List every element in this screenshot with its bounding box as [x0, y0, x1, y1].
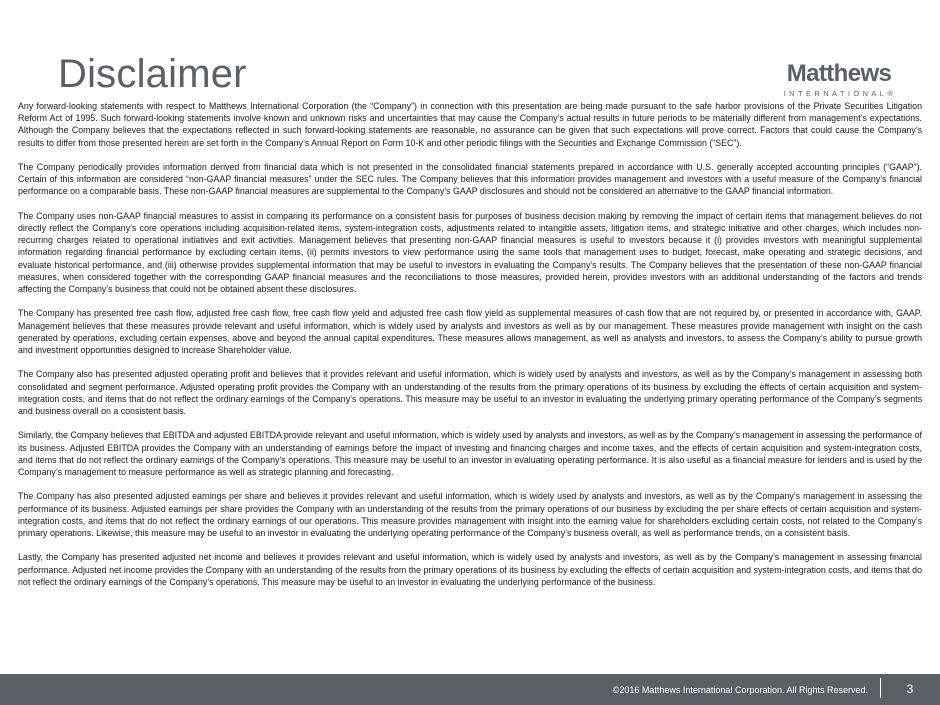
- disclaimer-paragraph: Lastly, the Company has presented adjusted net income and believes it provides relevant and useful information, which is widely used by analysts and investors, as well as by the Company’s management in assessing financial performance. Adjusted net income provides the Company with an understanding of the results from the primary operations of its business by excluding the effects of certain acquisition and system-integration costs, and items that do not reflect the ordinary earnings of the Company’s operations. This measure may be useful to an investor in evaluating the underlying performance of the business.: [18, 552, 922, 587]
- footer-bar: [0, 674, 940, 705]
- logo-subtitle: INTERNATIONAL®: [783, 89, 897, 98]
- slide-title: Disclaimer: [58, 52, 247, 96]
- disclaimer-paragraph: The Company has also presented adjusted earnings per share and believes it provides relevant and useful information, which is widely used by analysts and investors, as well as by the Company’s management in assessing the performance of its business. Adjusted earnings per share provides the Company with an understanding of the results from the primary operations of our business by excluding the per share effects of certain acquisition and system-integration costs, and items that do not reflect the ordinary earnings of our operations. This measure provides management with insight into the earning value for shareholders excluding certain costs, not related to the Company’s primary operations. Likewise, this measure may be useful to an investor in evaluating the underlying operating performance of the Company’s business overall, as well as performance trends, on a consistent basis.: [18, 491, 922, 539]
- disclaimer-paragraph: Any forward-looking statements with respect to Matthews International Corporation (the “Company”) in connection with this presentation are being made pursuant to the safe harbor provisions of the Private Securities Litigation Reform Act of 1995. Such forward-looking statements involve known and unknown risks and uncertainties that may cause the Company’s actual results in future periods to be materially different from management’s expectations. Although the Company believes that the expectations reflected in such forward-looking statements are reasonable, no assurance can be given that such expectations will prove correct. Factors that could cause the Company’s results to differ from those presented herein are set forth in the Company’s Annual Report on Form 10-K and other periodic filings with the Securities and Exchange Commission (“SEC”).: [18, 101, 922, 148]
- disclaimer-paragraph: The Company uses non-GAAP financial measures to assist in comparing its performance on a consistent basis for purposes of business decision making by removing the impact of certain items that management believes do not directly reflect the Company’s core operations including acquisition-related items, system-integration costs, adjustments related to intangible assets, litigation items, and strategic initiative and other charges, which includes non-recurring charges related to operational initiatives and exit activities. Management believes that presenting non-GAAP financial measures is useful to investors because it (i) provides investors with meaningful supplemental information regarding financial performance by excluding certain items, (ii) permits investors to view performance using the same tools that management uses to budget, forecast, make operating and strategic decisions, and evaluate historical performance, and (iii) otherwise provides supplemental information that may be useful to investors in evaluating the Company’s results. The Company believes that the presentation of these non-GAAP financial measures, when considered together with the corresponding GAAP financial measures and the reconciliations to those measures, provided herein, provides investors with an additional understanding of the factors and trends affecting the Company’s business that could not be obtained absent these disclosures.: [18, 210, 922, 295]
- footer-divider: [880, 678, 881, 698]
- copyright-text: ©2016 Matthews International Corporation. All Rights Reserved.: [612, 685, 868, 695]
- disclaimer-paragraph: The Company also has presented adjusted operating profit and believes that it provides relevant and useful information, which is widely used by analysts and investors, as well as by the Company’s management in assessing both consolidated and segment performance. Adjusted operating profit provides the Company with an understanding of the results from the primary operations of its business by excluding the effects of certain acquisition and system-integration costs, and items that do not reflect the ordinary earnings of the Company’s operations. This measure may be useful to an investor in evaluating the underlying primary operating performance of the Company’s segments and business overall on a consistent basis.: [18, 369, 922, 417]
- disclaimer-body: [18, 100, 922, 588]
- logo-wordmark: Matthews: [786, 60, 892, 87]
- disclaimer-paragraph: The Company periodically provides information derived from financial data which is not presented in the consolidated financial statements prepared in accordance with U.S. generally accepted accounting principles (“GAAP”). Certain of this information are considered “non-GAAP financial measures” under the SEC rules. The Company believes that this information provides management and investors with a useful measure of the Company’s financial performance on a comparable basis. These non-GAAP financial measures are supplemental to the Company’s GAAP disclosures and should not be considered an alternative to the GAAP financial information.: [18, 162, 922, 197]
- company-logo: [781, 60, 897, 102]
- disclaimer-paragraph: Similarly, the Company believes that EBITDA and adjusted EBITDA provide relevant and useful information, which is widely used by analysts and investors, as well as by the Company’s management in assessing the performance of its business. Adjusted EBITDA provides the Company with an understanding of earnings before the impact of investing and financing charges and income taxes, and the effects of certain acquisition and system-integration costs, and items that do not reflect the ordinary earnings of the Company’s operations. This measure may be useful to an investor in evaluating operating performance. It is also useful as a financial measure for lenders and is used by the Company’s management to measure performance as well as strategic planning and forecasting.: [18, 430, 922, 478]
- disclaimer-paragraph: The Company has presented free cash flow, adjusted free cash flow, free cash flow yield and adjusted free cash flow yield as supplemental measures of cash flow that are not required by, or presented in accordance with, GAAP. Management believes that these measures provide relevant and useful information, which is widely used by analysts and investors as well as by our management. These measures provide management with insight on the cash generated by operations, excluding certain expenses, above and beyond the annual capital expenditures. These measures allows management, as well as analysts and investors, to assess the Company’s ability to pursue growth and investment opportunities designed to increase Shareholder value.: [18, 308, 922, 356]
- page-number: 3: [906, 682, 914, 696]
